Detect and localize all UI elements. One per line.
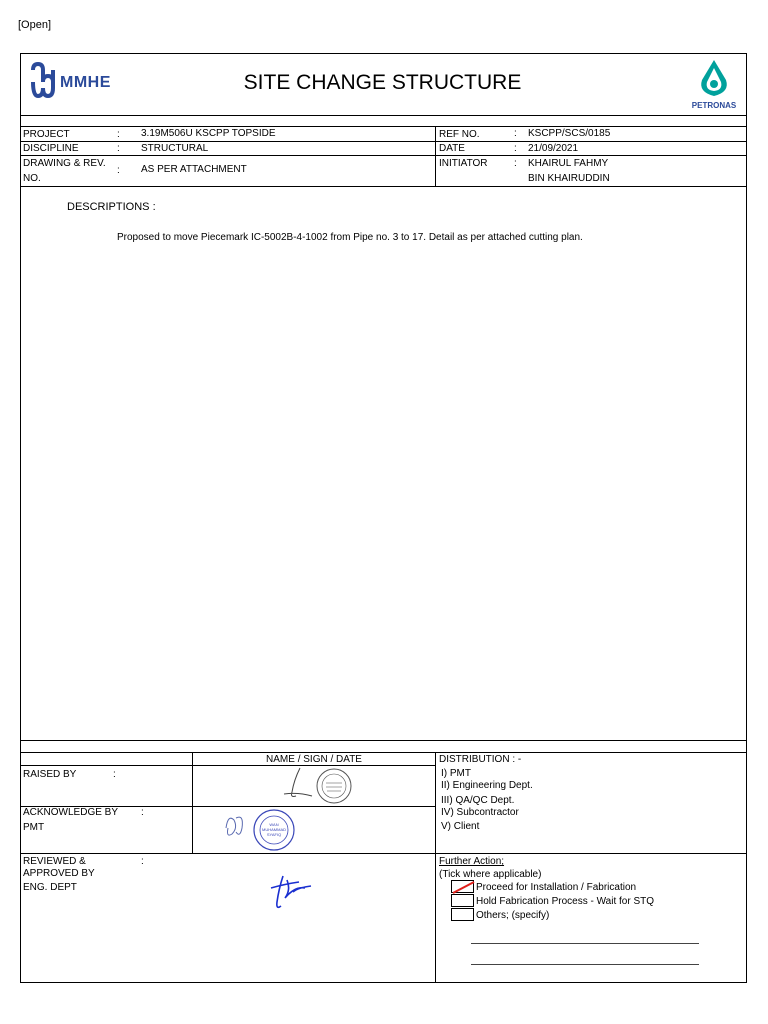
divider — [192, 752, 193, 853]
further-action-instruction: (Tick where applicable) — [439, 869, 542, 880]
date-label: DATE — [439, 143, 465, 154]
divider — [20, 155, 747, 156]
reviewed-signature — [265, 872, 317, 912]
initiator-value-line2: BIN KHAIRUDDIN — [528, 173, 610, 184]
hold-checkbox[interactable] — [451, 894, 474, 907]
ref-colon: : — [514, 128, 517, 139]
mmhe-logo — [30, 62, 125, 102]
reviewed-line1: REVIEWED & — [23, 856, 86, 867]
petronas-logo — [688, 58, 740, 112]
reviewed-line3: ENG. DEPT — [23, 882, 77, 893]
raised-by-signature-and-stamp — [270, 766, 360, 806]
name-sign-date-header: NAME / SIGN / DATE — [266, 754, 362, 765]
divider — [20, 115, 747, 116]
drawing-label-line2: NO. — [23, 173, 41, 184]
classification-label: [Open] — [18, 19, 52, 31]
specify-line — [471, 964, 699, 965]
discipline-label: DISCIPLINE — [23, 143, 79, 154]
divider — [20, 740, 747, 741]
others-checkbox[interactable] — [451, 908, 474, 921]
raised-by-colon: : — [113, 769, 116, 780]
discipline-value: STRUCTURAL — [141, 143, 209, 154]
raised-by-label: RAISED BY — [23, 769, 77, 780]
date-colon: : — [514, 143, 517, 154]
acknowledge-stamp-text: WAN MUHAMMAD SYAFIQ — [262, 822, 286, 837]
divider — [20, 141, 747, 142]
distribution-item: V) Client — [441, 821, 480, 832]
form-frame — [20, 53, 747, 983]
ref-value: KSCPP/SCS/0185 — [528, 128, 611, 139]
tick-mark-icon — [452, 881, 475, 894]
divider — [20, 126, 747, 127]
divider — [435, 126, 436, 186]
further-action-option: Proceed for Installation / Fabrication — [476, 882, 637, 893]
divider — [20, 186, 747, 187]
divider — [20, 853, 747, 854]
petronas-logo-icon — [688, 58, 740, 100]
drawing-value: AS PER ATTACHMENT — [141, 164, 247, 175]
acknowledge-by-line2: PMT — [23, 822, 45, 833]
distribution-item: I) PMT — [441, 768, 471, 779]
initiator-colon: : — [514, 158, 517, 169]
project-value: 3.19M506U KSCPP TOPSIDE — [141, 128, 276, 139]
project-label: PROJECT — [23, 129, 70, 140]
distribution-item: IV) Subcontractor — [441, 807, 519, 818]
further-action-option: Others; (specify) — [476, 910, 550, 921]
form-title: SITE CHANGE STRUCTURE — [243, 71, 522, 94]
date-value: 21/09/2021 — [528, 143, 579, 154]
petronas-logo-text: PETRONAS — [691, 101, 737, 110]
distribution-title: DISTRIBUTION : - — [439, 754, 522, 765]
initiator-label: INITIATOR — [439, 158, 488, 169]
acknowledge-by-colon: : — [141, 807, 144, 818]
descriptions-text: Proposed to move Piecemark IC-5002B-4-1002 from Pipe no. 3 to 17. Detail as per attached cutting plan. — [117, 232, 583, 243]
ref-label: REF NO. — [439, 129, 480, 140]
distribution-item: II) Engineering Dept. — [441, 780, 533, 791]
further-action-title: Further Action; — [439, 856, 505, 867]
divider — [435, 752, 436, 983]
further-action-option: Hold Fabrication Process - Wait for STQ — [476, 896, 655, 907]
distribution-item: III) QA/QC Dept. — [441, 795, 515, 806]
initiator-value-line1: KHAIRUL FAHMY — [528, 158, 609, 169]
acknowledge-by-line1: ACKNOWLEDGE BY — [23, 807, 119, 818]
descriptions-heading: DESCRIPTIONS : — [67, 201, 156, 213]
project-colon: : — [117, 129, 120, 140]
drawing-label-line1: DRAWING & REV. — [23, 158, 106, 169]
proceed-checkbox[interactable] — [451, 880, 474, 893]
reviewed-line2: APPROVED BY — [23, 868, 95, 879]
mmhe-logo-text: MMHE — [60, 74, 111, 91]
discipline-colon: : — [117, 143, 120, 154]
divider — [20, 752, 747, 753]
drawing-colon: : — [117, 165, 120, 176]
specify-line — [471, 943, 699, 944]
reviewed-colon: : — [141, 856, 144, 867]
